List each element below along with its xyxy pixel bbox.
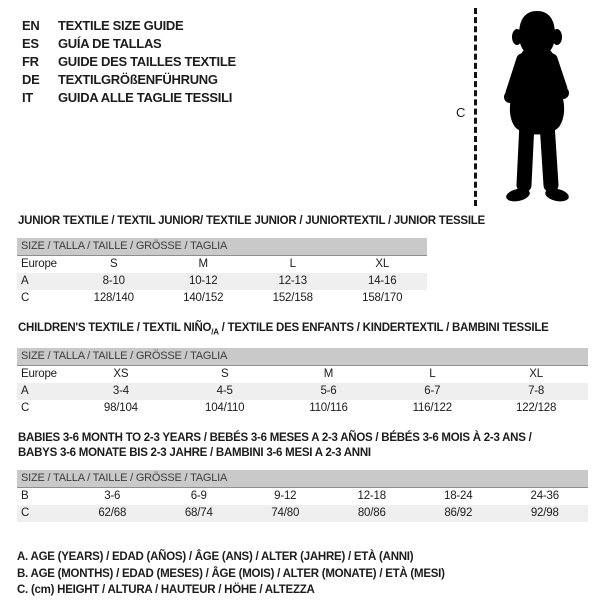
table-cell: 110/116 bbox=[309, 402, 348, 415]
table-cell: 10-12 bbox=[189, 275, 218, 287]
table-cell: 104/110 bbox=[205, 402, 245, 415]
row-label: B bbox=[21, 490, 29, 503]
table-cell: 6-9 bbox=[190, 490, 207, 503]
table-cell: 3-4 bbox=[112, 385, 129, 398]
table-cell: 7-8 bbox=[528, 385, 545, 398]
language-legend bbox=[22, 17, 236, 107]
table-cell: 152/158 bbox=[272, 292, 313, 304]
table-cell: 8-10 bbox=[102, 275, 125, 287]
section-junior bbox=[17, 214, 588, 307]
table-row bbox=[17, 505, 588, 522]
table-cell: 14-16 bbox=[368, 275, 397, 287]
language-code: FR bbox=[22, 54, 39, 69]
size-bar: SIZE / TALLA / TAILLE / GRÖSSE / TAGLIA bbox=[17, 470, 588, 488]
table-body bbox=[17, 488, 588, 522]
row-label: Europe bbox=[21, 258, 57, 270]
table-cell: 6-7 bbox=[424, 385, 441, 398]
table-cell: M bbox=[323, 368, 334, 381]
row-label: C bbox=[21, 507, 30, 520]
section-title: CHILDREN'S TEXTILE / TEXTIL $NIÑO_{/A}$ / TEXTILE DES ENFANTS / KINDERTEXTIL / BAMBINI TESSILE bbox=[18, 322, 549, 337]
size-bar: SIZE / TALLA / TAILLE / GRÖSSE / TAGLIA bbox=[17, 238, 427, 256]
row-label: C bbox=[21, 402, 30, 415]
language-row bbox=[22, 35, 236, 53]
table-body bbox=[17, 366, 588, 417]
table-cell: 5-6 bbox=[320, 385, 337, 398]
table-cell: 18-24 bbox=[444, 490, 473, 503]
footnotes bbox=[17, 549, 588, 599]
table-cell: 12-13 bbox=[278, 275, 307, 287]
table-cell: 128/140 bbox=[93, 292, 134, 304]
footnote-c: C. (cm) HEIGHT / ALTURA / HAUTEUR / HÖHE / ALTEZZA bbox=[17, 584, 315, 597]
table-cell: S bbox=[110, 258, 118, 270]
table-cell: 86/92 bbox=[444, 507, 473, 520]
language-row bbox=[22, 17, 236, 35]
table-cell: 4-5 bbox=[216, 385, 233, 398]
table-cell: 62/68 bbox=[98, 507, 127, 520]
language-title: GUIDE DES TAILLES TEXTILE bbox=[58, 54, 236, 69]
table-cell: 68/74 bbox=[184, 507, 213, 520]
language-row bbox=[22, 71, 236, 89]
footnote-b: B. AGE (MONTHS) / EDAD (MESES) / ÂGE (MOIS) / ALTER (MONATE) / ETÀ (MESI) bbox=[17, 567, 445, 580]
table-row bbox=[17, 488, 588, 505]
language-code: ES bbox=[22, 36, 39, 51]
table-row bbox=[17, 290, 427, 307]
row-label: Europe bbox=[21, 368, 57, 381]
table-cell: 92/98 bbox=[530, 507, 559, 520]
language-title: TEXTILGRÖßENFÜHRUNG bbox=[58, 72, 218, 87]
table-row bbox=[17, 256, 427, 273]
table-cell: 24-36 bbox=[530, 490, 559, 503]
language-title: GUÍA DE TALLAS bbox=[58, 36, 162, 51]
table-cell: 74/80 bbox=[271, 507, 300, 520]
table-cell: XL bbox=[375, 258, 390, 270]
language-row bbox=[22, 53, 236, 71]
height-measure-dashed-line bbox=[474, 8, 477, 206]
babies-size-table bbox=[17, 470, 588, 522]
section-babies bbox=[17, 431, 588, 522]
language-code: EN bbox=[22, 18, 40, 33]
children-size-table bbox=[17, 348, 588, 417]
section-title-line1: BABIES 3-6 MONTH TO 2-3 YEARS / BEBÉS 3-6 MESES A 2-3 AÑOS / BÉBÉS 3-6 MOIS À 2-3 ANS / bbox=[18, 432, 532, 445]
table-row bbox=[17, 383, 588, 400]
table-cell: 116/122 bbox=[412, 402, 452, 415]
language-row bbox=[22, 89, 236, 107]
junior-size-table bbox=[17, 238, 427, 307]
table-cell: L bbox=[429, 368, 436, 381]
section-title-line2: BABYS 3-6 MONATE BIS 2-3 JAHRE / BAMBINI 3-6 MESI A 2-3 ANNI bbox=[18, 447, 371, 460]
row-label: C bbox=[21, 292, 30, 304]
height-measure-label: C bbox=[456, 105, 466, 120]
section-title: JUNIOR TEXTILE / TEXTIL JUNIOR/ TEXTILE JUNIOR / JUNIORTEXTIL / JUNIOR TESSILE bbox=[18, 215, 485, 227]
table-body bbox=[17, 256, 427, 307]
table-cell: 98/104 bbox=[103, 402, 138, 415]
language-code: IT bbox=[22, 90, 33, 105]
size-tables bbox=[17, 214, 588, 599]
row-label: A bbox=[21, 275, 29, 287]
table-row bbox=[17, 273, 427, 290]
table-cell: 3-6 bbox=[104, 490, 121, 503]
table-cell: 80/86 bbox=[357, 507, 386, 520]
table-cell: XS bbox=[113, 368, 129, 381]
baby-silhouette-icon bbox=[485, 5, 589, 211]
language-code: DE bbox=[22, 72, 40, 87]
row-label: A bbox=[21, 385, 29, 398]
table-row bbox=[17, 400, 588, 417]
table-cell: 140/152 bbox=[183, 292, 224, 304]
table-cell: S bbox=[220, 368, 229, 381]
table-cell: M bbox=[198, 258, 208, 270]
table-cell: 12-18 bbox=[357, 490, 386, 503]
section-children bbox=[17, 321, 588, 417]
language-title: TEXTILE SIZE GUIDE bbox=[58, 18, 184, 33]
footnote-a: A. AGE (YEARS) / EDAD (AÑOS) / ÂGE (ANS) / ALTER (JAHRE) / ETÀ (ANNI) bbox=[17, 551, 414, 564]
table-row bbox=[17, 366, 588, 383]
table-cell: 122/128 bbox=[516, 402, 557, 415]
size-bar: SIZE / TALLA / TAILLE / GRÖSSE / TAGLIA bbox=[17, 348, 588, 366]
table-cell: XL bbox=[529, 368, 543, 381]
section-title bbox=[18, 431, 588, 461]
language-title: GUIDA ALLE TAGLIE TESSILI bbox=[58, 90, 233, 105]
table-cell: 158/170 bbox=[362, 292, 403, 304]
table-cell: 9-12 bbox=[274, 490, 297, 503]
table-cell: L bbox=[289, 258, 296, 270]
